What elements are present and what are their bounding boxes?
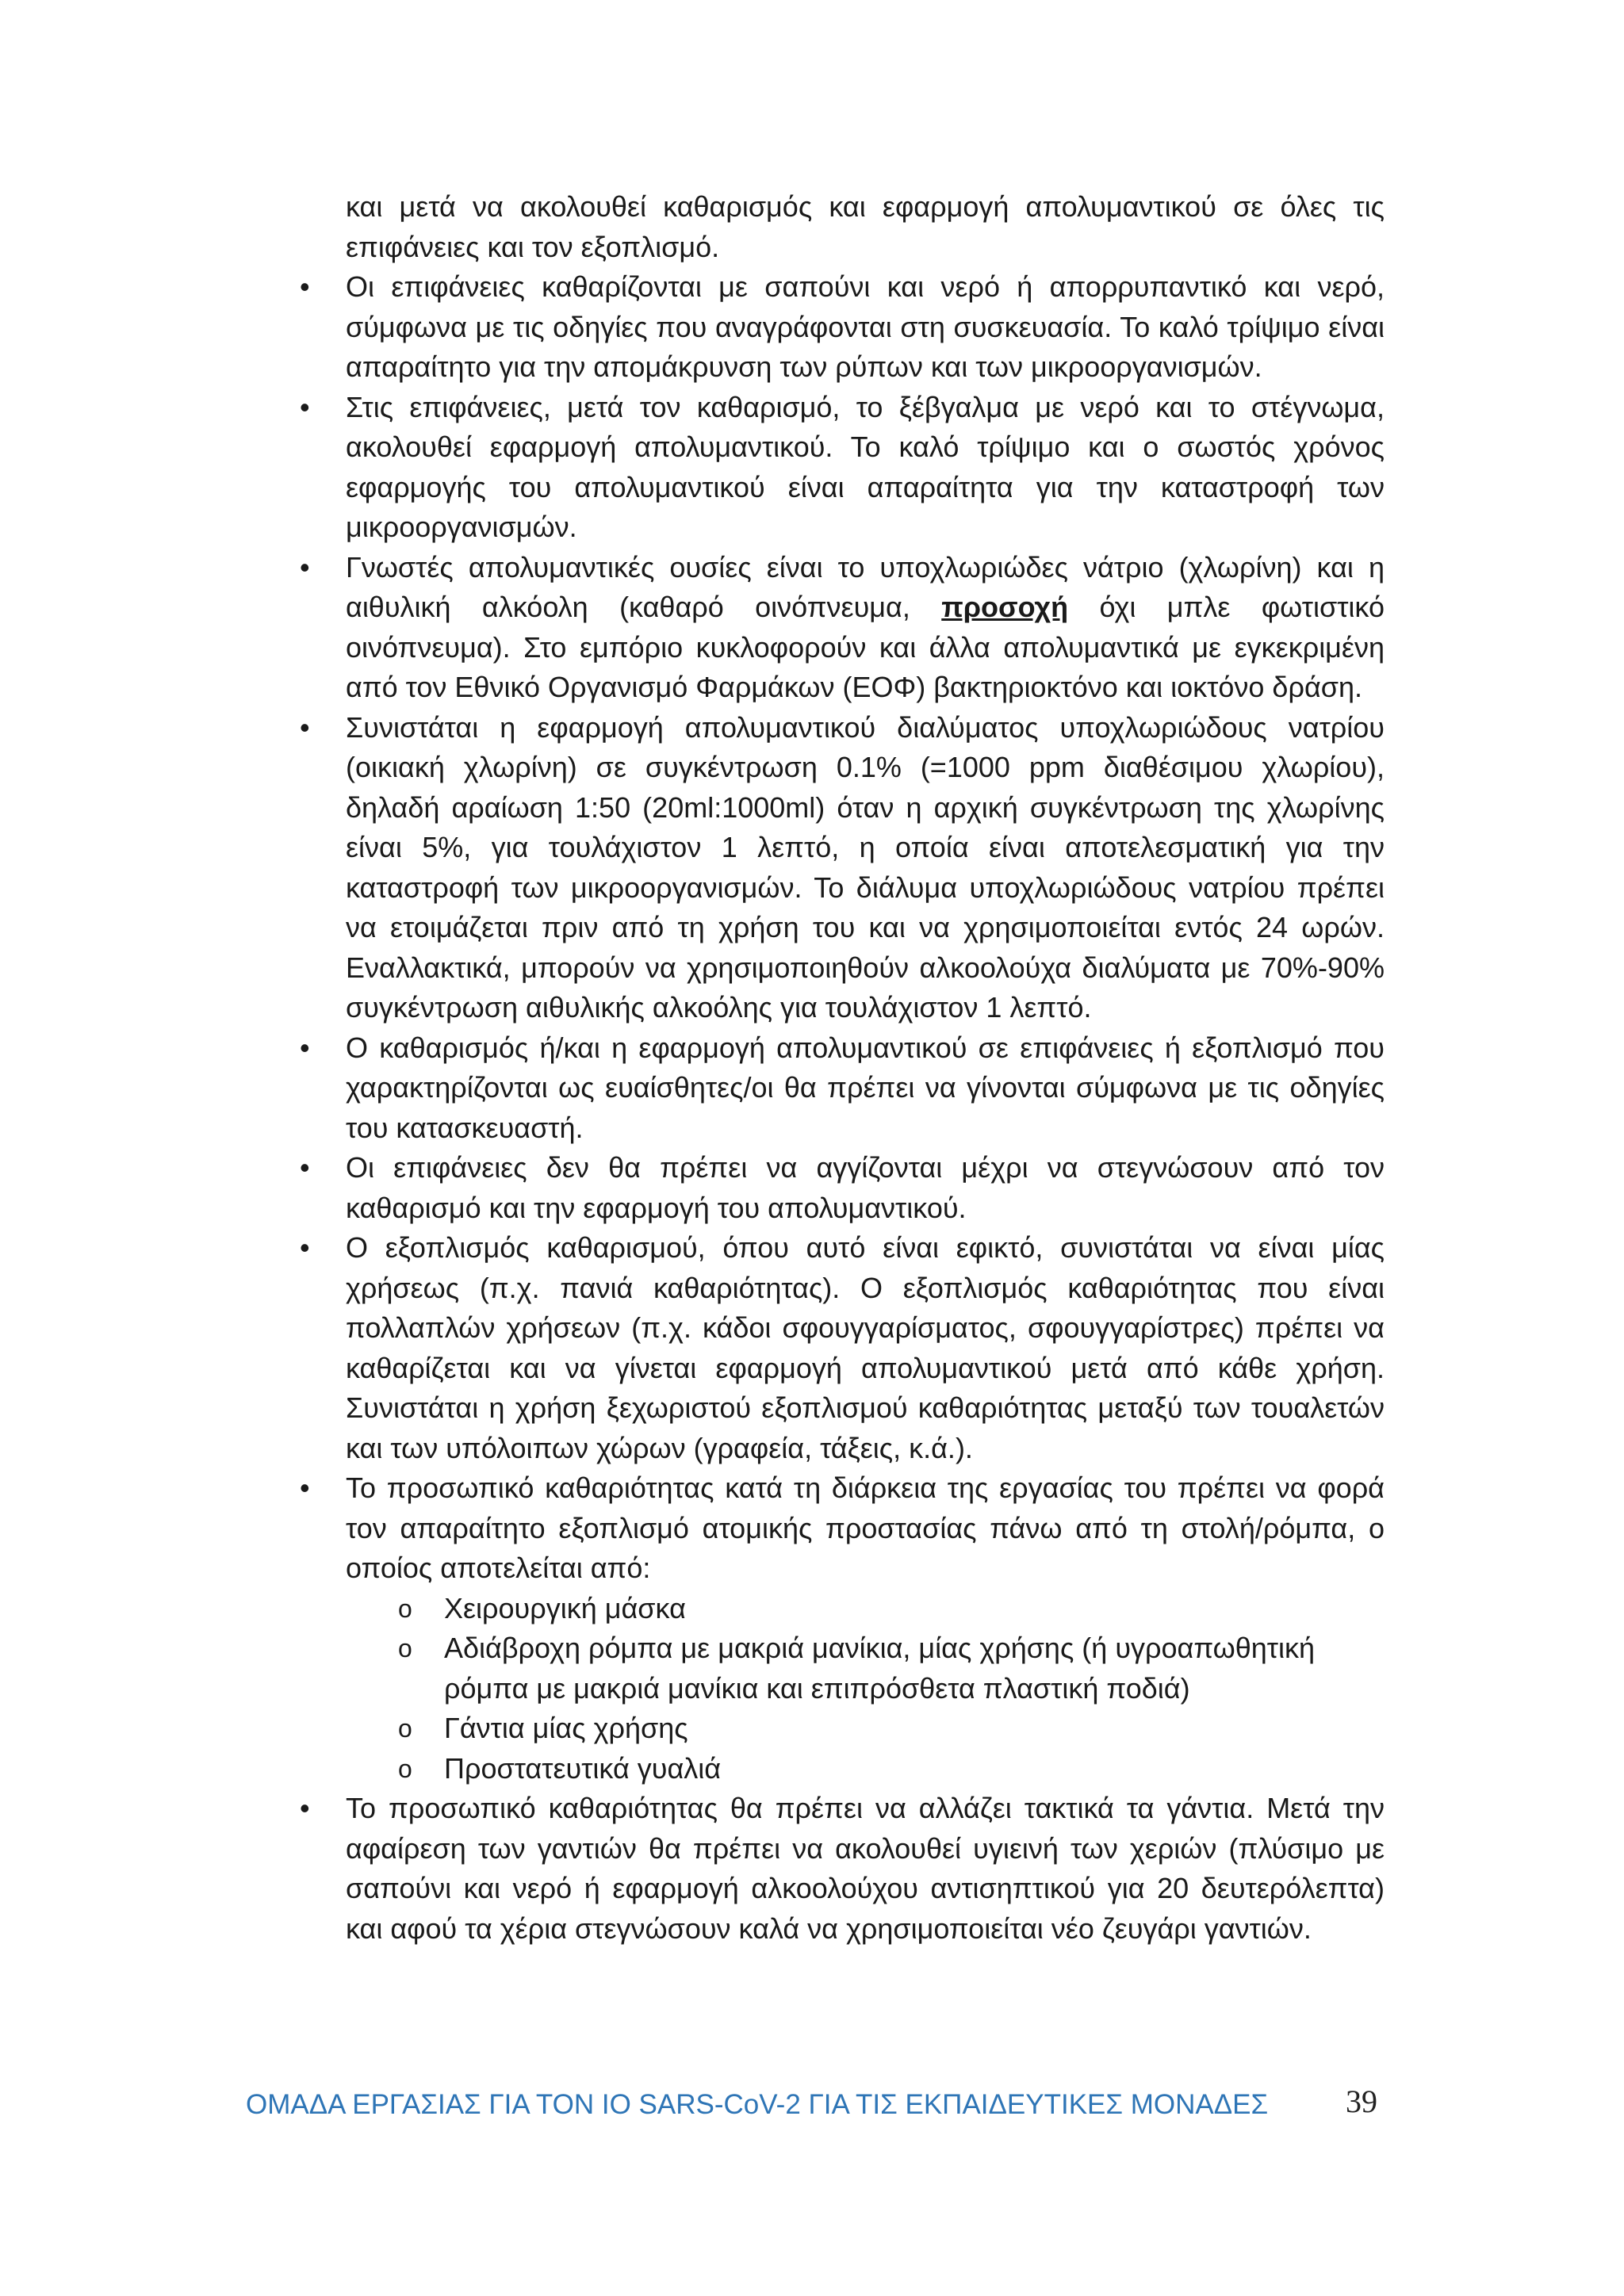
list-item: • Ο εξοπλισμός καθαρισμού, όπου αυτό είναι εφικτό, συνιστάται να είναι μίας χρήσεως (π.χ. πανιά καθαριότητας). Ο εξοπλισμός καθαριότητας που είναι πολλαπλών χρήσεων (π.χ. κάδοι σφουγγαρίσματος, σφουγγαρίστρες) πρέπει να καθαρίζεται και να γίνεται εφαρμογή απολυμαντικού μετά από κάθε χρήση. Συνιστάται η χρήση ξεχωριστού εξοπλισμού καθαριότητας μεταξύ των τουαλετών και των υπόλοιπων χώρων (γραφεία, τάξεις, κ.ά.). — [346, 1228, 1385, 1468]
list-item: • Οι επιφάνειες δεν θα πρέπει να αγγίζονται μέχρι να στεγνώσουν από τον καθαρισμό και την εφαρμογή του απολυμαντικού. — [346, 1148, 1385, 1228]
page-footer — [0, 2085, 1624, 2133]
list-item — [346, 548, 1385, 708]
list-item — [346, 1468, 1385, 1789]
list-item: • Ο καθαρισμός ή/και η εφαρμογή απολυμαντικού σε επιφάνειες ή εξοπλισμό που χαρακτηρίζονται ως ευαίσθητες/οι θα πρέπει να γίνονται σύμφωνα με τις οδηγίες του κατασκευαστή. — [346, 1028, 1385, 1149]
sublist-item: o Προστατευτικά γυαλιά — [444, 1749, 1385, 1789]
guidelines-list — [346, 267, 1385, 1949]
list-item: • Οι επιφάνειες καθαρίζονται με σαπούνι και νερό ή απορρυπαντικό και νερό, σύμφωνα με τις οδηγίες που αναγράφονται στη συσκευασία. Το καλό τρίψιμο είναι απαραίτητο για την απομάκρυνση των ρύπων και των μικροοργανισμών. — [346, 267, 1385, 388]
intro-paragraph: και μετά να ακολουθεί καθαρισμός και εφαρμογή απολυμαντικού σε όλες τις επιφάνειες και τον εξοπλισμό. — [346, 190, 1385, 263]
ppe-sublist — [346, 1589, 1385, 1789]
list-item-text: Το προσωπικό καθαριότητας κατά τη διάρκεια της εργασίας του πρέπει να φορά τον απαραίτητο εξοπλισμό ατομικής προστασίας πάνω από τη στολή/ρόμπα, ο οποίος αποτελείται από: — [346, 1471, 1385, 1584]
page-content — [346, 187, 1385, 1949]
list-item: • Συνιστάται η εφαρμογή απολυμαντικού διαλύματος υποχλωριώδους νατρίου (οικιακή χλωρίνη) σε συγκέντρωση 0.1% (=1000 ppm διαθέσιμου χλωρίου), δηλαδή αραίωση 1:50 (20ml:1000ml) όταν η αρχική συγκέντρωση της χλωρίνης είναι 5%, για τουλάχιστον 1 λεπτό, η οποία είναι αποτελεσματική για την καταστροφή των μικροοργανισμών. Το διάλυμα υποχλωριώδους νατρίου πρέπει να ετοιμάζεται πριν από τη χρήση του και να χρησιμοποιείται εντός 24 ωρών. Εναλλακτικά, μπορούν να χρησιμοποιηθούν αλκοολούχα διαλύματα με 70%-90% συγκέντρωση αιθυλικής αλκοόλης για τουλάχιστον 1 λεπτό. — [346, 708, 1385, 1028]
sublist-item: o Αδιάβροχη ρόμπα με μακριά μανίκια, μίας χρήσης (ή υγροαπωθητική ρόμπα με μακριά μανίκια και επιπρόσθετα πλαστική ποδιά) — [444, 1628, 1385, 1709]
sublist-item: o Χειρουργική μάσκα — [444, 1589, 1385, 1629]
list-item-text: όχι μπλε φωτιστικό οινόπνευμα). Στο εμπόριο κυκλοφορούν και άλλα απολυμαντικά με εγκεκριμένη από τον Εθνικό Οργανισμό Φαρμάκων (ΕΟΦ) βακτηριοκτόνο και ιοκτόνο δράση. — [346, 591, 1385, 703]
list-item: • Το προσωπικό καθαριότητας θα πρέπει να αλλάζει τακτικά τα γάντια. Μετά την αφαίρεση των γαντιών θα πρέπει να ακολουθεί υγιεινή των χεριών (πλύσιμο με σαπούνι και νερό ή εφαρμογή αλκοολούχου αντισηπτικού για 20 δευτερόλεπτα) και αφού τα χέρια στεγνώσουν καλά να χρησιμοποιείται νέο ζευγάρι γαντιών. — [346, 1789, 1385, 1949]
footer-title: ΟΜΑΔΑ ΕΡΓΑΣΙΑΣ ΓΙΑ ΤΟΝ ΙΟ SARS-CoV-2 ΓΙΑ ΤΙΣ ΕΚΠΑΙΔΕΥΤΙΚΕΣ ΜΟΝΑΔΕΣ — [246, 2089, 1269, 2120]
page-number: 39 — [1346, 2084, 1377, 2119]
list-item-text: Γνωστές απολυμαντικές ουσίες είναι το υποχλωριώδες νάτριο (χλωρίνη) και η αιθυλική αλκόολη (καθαρό οινόπνευμα, — [346, 550, 1385, 623]
sublist-item: o Γάντια μίας χρήσης — [444, 1709, 1385, 1749]
emphasis-caution: προσοχή — [941, 591, 1069, 623]
list-item: • Στις επιφάνειες, μετά τον καθαρισμό, το ξέβγαλμα με νερό και το στέγνωμα, ακολουθεί εφαρμογή απολυμαντικού. Το καλό τρίψιμο και ο σωστός χρόνος εφαρμογής του απολυμαντικού είναι απαραίτητα για την καταστροφή των μικροοργανισμών. — [346, 388, 1385, 548]
